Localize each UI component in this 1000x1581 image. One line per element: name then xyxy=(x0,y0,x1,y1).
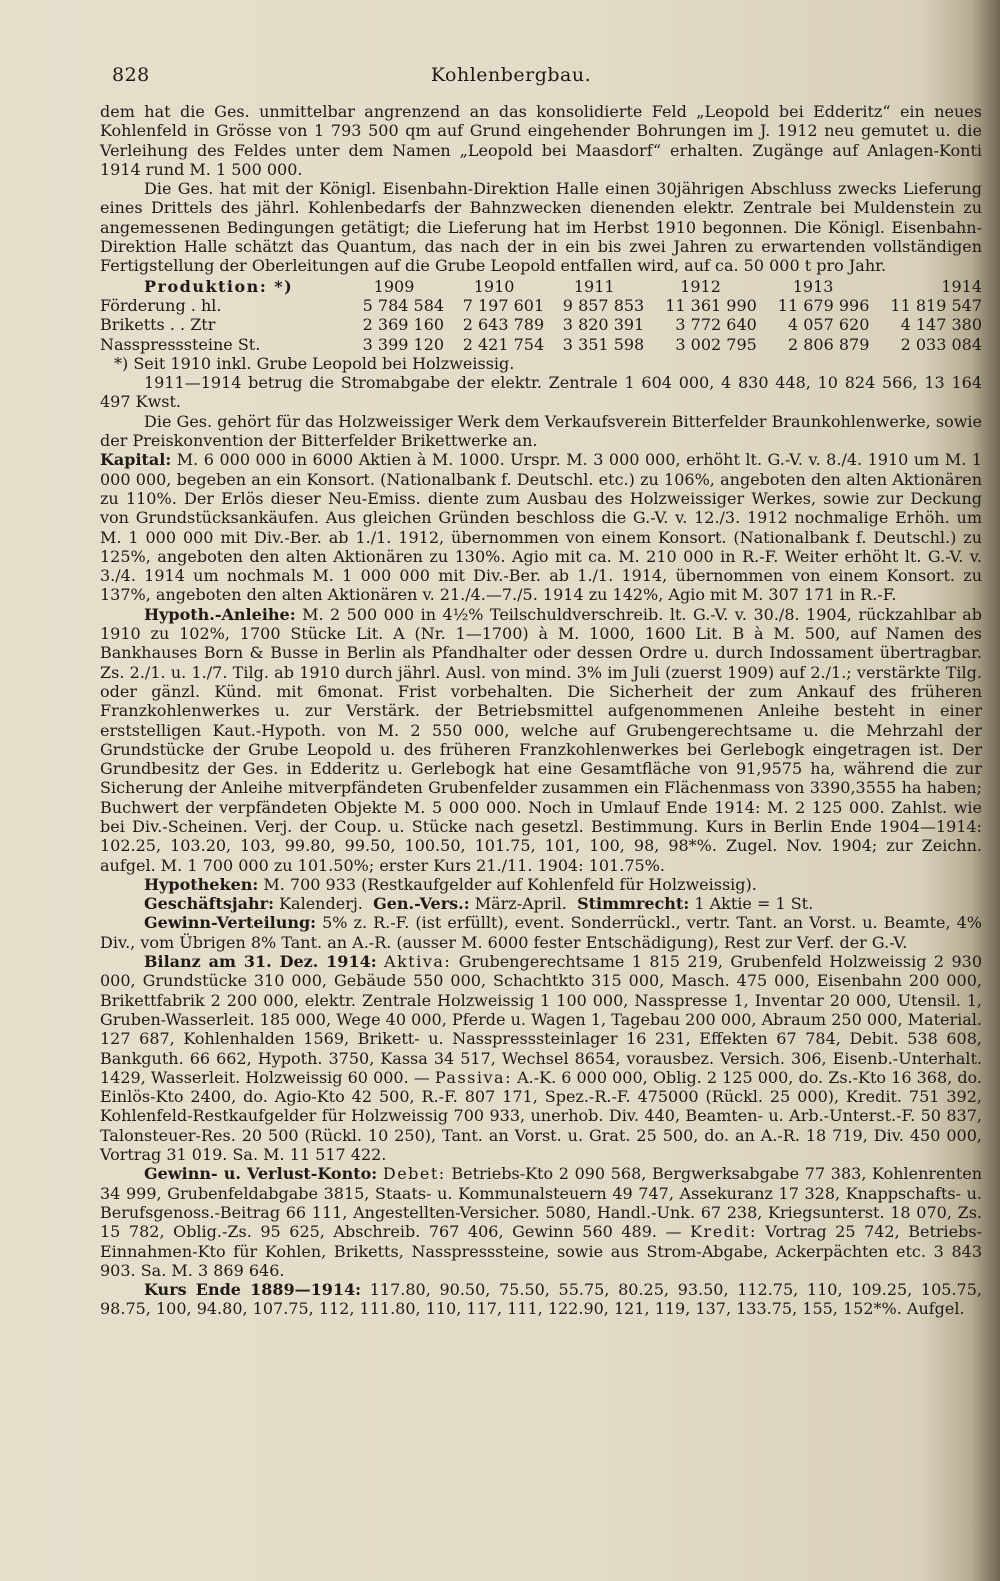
page-header xyxy=(100,62,982,102)
production-row-nasspresssteine xyxy=(100,335,982,354)
table-cell: 7 197 601 xyxy=(462,295,545,315)
gen-vers-text: März-April. xyxy=(474,894,567,914)
row-label: Förderung . hl. xyxy=(100,295,222,315)
kurs-section xyxy=(100,1280,982,1319)
hypotheken-label: Hypotheken: xyxy=(144,874,259,894)
table-cell: 3 820 391 xyxy=(562,315,645,335)
debet-text: Betriebs-Kto 2 090 568, Bergwerksabgabe 77 383, Kohlenrenten 34 999, Grubenfeldabgabe 3815, Staats- u. Kommunalsteuern 49 747, Assekuranz 17 328, Knappschafts- u. Berufsgenoss.-Beitrag 66 111, Angestellten-Versicher. 5080, Handl.-Unk. 67 238, Kriegsunterst. 18 070, Zs. 15 782, Oblig.-Zs. 95 625, Abschreib. 767 406, Gewinn 560 489. — xyxy=(100,1164,983,1242)
year-1912: 1912 xyxy=(680,276,721,296)
production-footnote: *) Seit 1910 inkl. Grube Leopold bei Holzweissig. xyxy=(114,353,515,373)
bilanz-label: Bilanz am 31. Dez. 1914: xyxy=(144,952,377,972)
table-cell: 3 002 795 xyxy=(675,334,757,354)
geschaeftsjahr-label: Geschäftsjahr: xyxy=(144,894,274,914)
gewinn-verteilung-text: 5% z. R.-F. (ist erfüllt), event. Sonderrückl., vertr. Tant. an Vorst. u. Beamte, 4% Div., vom Übrigen 8% Tant. an A.-R. (ausser M. 6000 fester Entschädigung), Rest zur Verf. der G.-V. xyxy=(100,913,982,952)
gen-vers-label: Gen.-Vers.: xyxy=(373,894,470,914)
page-number: 828 xyxy=(112,64,150,86)
passiva-label: Passiva: xyxy=(434,1067,512,1087)
production-table xyxy=(100,277,982,354)
table-cell: 11 361 990 xyxy=(665,295,757,315)
table-cell: 11 819 547 xyxy=(890,295,982,315)
table-cell: 2 806 879 xyxy=(787,334,870,354)
aktiva-text: Grubengerechtsame 1 815 219, Grubenfeld Holzweissig 2 930 000, Grundstücke 310 000, Gebäude 550 000, Schachtkto 315 000, Masch. 475 000, Eisenbahn 200 000, Brikettfabrik 2 200 000, elektr. Zentrale Holzweissig 1 100 000, Nasspresse 1, Inventar 20 000, Utensil. 1, Gruben-Wasserleit. 185 000, Wege 40 000, Pferde u. Wagen 1, Tagebau 200 000, Abraum 250 000, Material. 127 687, Kohlenhalden 1569, Brikett- u. Nasspresssteinlager 16 231, Effekten 67 784, Debit. 538 608, Bankguth. 66 662, Hypoth. 3750, Kassa 34 517, Wechsel 8654, vorausbez. Versich. 306, Eisenb.-Unterhalt. 1429, Wasserleit. Holzweissig 60 000. — xyxy=(100,952,983,1087)
table-cell: 3 772 640 xyxy=(675,315,757,335)
debet-label: Debet: xyxy=(382,1164,446,1184)
table-cell: 3 399 120 xyxy=(362,334,445,354)
table-cell: 9 857 853 xyxy=(562,295,645,315)
production-header-row xyxy=(100,277,982,296)
table-cell: 4 147 380 xyxy=(900,315,982,335)
table-cell: 4 057 620 xyxy=(787,315,870,335)
table-cell: 2 421 754 xyxy=(462,334,545,354)
intro-paragraph-2: Die Ges. hat mit der Königl. Eisenbahn-Direktion Halle einen 30jährigen Abschluss zwecks Lieferung eines Drittels des jährl. Kohlenbedarfs der Bahnzwecken dienenden elektr. Zentrale bei Muldenstein zu angemessenen Bedingungen getätigt; die Lieferung hat im Herbst 1910 begonnen. Die Königl. Eisenbahn-Direktion Halle schätzt das Quantum, das nach der in ein bis zwei Jahren zu erwartenden vollständigen Fertigstellung der Oberleitungen auf die Grube Leopold entfallen wird, auf ca. 50 000 t pro Jahr. xyxy=(100,179,982,276)
stimmrecht-label: Stimmrecht: xyxy=(577,894,690,914)
kredit-label: Kredit: xyxy=(690,1222,757,1242)
geschaeftsjahr-text: Kalenderj. xyxy=(279,894,363,914)
aktiva-label: Aktiva: xyxy=(384,952,452,972)
table-cell: 2 369 160 xyxy=(362,315,445,335)
running-title: Kohlenbergbau. xyxy=(430,64,592,86)
stimmrecht-text: 1 Aktie = 1 St. xyxy=(694,894,814,914)
passiva-text: A.-K. 6 000 000, Oblig. 2 125 000, do. Zs.-Kto 16 368, do. Einlös-Kto 2400, do. Agio-Kto 42 500, R.-F. 807 171, Spez.-R.-F. 475000 (Rückl. 25 000), Kredit. 751 392, Kohlenfeld-Restkaufgelder für Holzweissig 700 933, unerhob. Div. 440, Beamten- u. Arb.-Unterst.-F. 50 837, Talonsteuer-Res. 20 500 (Rückl. 10 250), Tant. an Vorst. u. Grat. 25 500, do. an A.-R. 18 719, Div. 450 000, Vortrag 31 019. Sa. M. 11 517 422. xyxy=(100,1067,982,1165)
kapital-label: Kapital: xyxy=(100,450,172,470)
membership-paragraph: Die Ges. gehört für das Holzweissiger Werk dem Verkaufsverein Bitterfelder Braunkohlenwerke, sowie der Preiskonvention der Bitterfelder Brikettwerke an. xyxy=(100,411,982,451)
table-cell: 3 351 598 xyxy=(562,334,645,354)
anleihe-label: Hypoth.-Anleihe: xyxy=(144,604,296,624)
anleihe-section xyxy=(100,605,982,875)
row-label: Nasspresssteine St. xyxy=(100,334,261,354)
electricity-paragraph: 1911—1914 betrug die Stromabgabe der elektr. Zentrale 1 604 000, 4 830 448, 10 824 566, 13 164 497 Kwst. xyxy=(100,373,982,412)
kredit-text: Vortrag 25 742, Betriebs-Einnahmen-Kto für Kohlen, Briketts, Nasspresssteine, sowie aus Strom-Abgabe, Ackerpächten etc. 3 843 903. Sa. M. 3 869 646. xyxy=(100,1222,982,1280)
hypotheken-text: M. 700 933 (Restkaufgelder auf Kohlenfeld für Holzweissig). xyxy=(263,874,757,894)
table-cell: 5 784 584 xyxy=(362,295,445,315)
table-cell: 2 033 084 xyxy=(900,334,982,354)
table-cell: 11 679 996 xyxy=(777,295,870,315)
production-row-foerderung xyxy=(100,296,982,315)
kapital-text: M. 6 000 000 in 6000 Aktien à M. 1000. Urspr. M. 3 000 000, erhöht lt. G.-V. v. 8./4. 1910 um M. 1 000 000, begeben an ein Konsort. (Nationalbank f. Deutschl. etc.) zu 106%, angeboten den alten Aktionären zu 110%. Der Erlös dieser Neu-Emiss. diente zum Ausbau des Holzweissiger Werkes, sowie zur Deckung von Grundstücksankäufen. Aus gleichen Gründen beschloss die G.-V. v. 12./3. 1912 nochmalige Erhöh. um M. 1 000 000 mit Div.-Ber. ab 1./1. 1912, übernommen von einem Konsort. (Nationalbank f. Deutschl.) zu 125%, angeboten den alten Aktionären zu 130%. Agio mit ca. M. 210 000 in R.-F. Weiter erhöht lt. G.-V. v. 3./4. 1914 um nochmals M. 1 000 000 mit Div.-Ber. ab 1./1. 1914, übernommen von einem Konsort. zu 137%, angeboten den alten Aktionären v. 21./4.—7./5. 1914 zu 142%, Agio mit M. 307 171 in R.-F. xyxy=(100,450,982,605)
kapital-section xyxy=(100,450,982,604)
hypotheken-section xyxy=(100,875,982,894)
year-1909: 1909 xyxy=(373,276,415,296)
bilanz-section xyxy=(100,952,982,1164)
anleihe-text: M. 2 500 000 in 4½% Teilschuldverschreib. lt. G.-V. v. 30./8. 1904, rückzahlbar ab 1910 zu 102%, 1700 Stücke Lit. A (Nr. 1—1700) à M. 1000, 1600 Lit. B à M. 500, auf Namen des Bankhauses Born & Busse in Berlin als Pfandhalter oder dessen Ordre u. durch Indossament übertragbar. Zs. 2./1. u. 1./7. Tilg. ab 1910 durch jährl. Ausl. von mind. 3% im Juli (zuerst 1909) auf 2./1.; verstärkte Tilg. oder gänzl. Künd. mit 6monat. Frist vorbehalten. Die Sicherheit der zum Ankauf des früheren Franzkohlenwerkes u. zur Verstärk. der Betriebsmittel aufgenommenen Anleihe besteht in einer erststelligen Kaut.-Hypoth. von M. 2 550 000, welche auf Grubengerechtsame u. die Mehrzahl der Grundstücke der Grube Leopold u. des früheren Franzkohlenwerkes bei Gerlebogk eingetragen ist. Der Grundbesitz der Ges. in Edderitz u. Gerlebogk hat eine Gesamtfläche von 91,9575 ha, während die zur Sicherung der Anleihe mitverpfändeten Grubenfelder zusammen ein Flächenmass von 3390,3555 ha haben; Buchwert der verpfändeten Objekte M. 5 000 000. Noch in Umlauf Ende 1914: M. 2 125 000. Zahlst. wie bei Div.-Scheinen. Verj. der Coup. u. Stücke nach gesetzl. Bestimmung. Kurs in Berlin Ende 1904—1914: 102.25, 103.20, 103, 99.80, 99.50, 100.50, 101.75, 101, 100, 98, 98*%. Zugel. Nov. 1904; zur Zeichn. aufgel. M. 1 700 000 zu 101.50%; erster Kurs 21./11. 1904: 101.75%. xyxy=(100,604,982,875)
year-1914: 1914 xyxy=(941,276,982,296)
intro-paragraph-1: dem hat die Ges. unmittelbar angrenzend an das konsolidierte Feld „Leopold bei Edderitz“ ein neues Kohlenfeld in Grösse von 1 793 500 qm auf Grund eingehender Bohrungen im J. 1912 neu gemutet u. die Verleihung des Feldes unter dem Namen „Leopold bei Maasdorf“ erhalten. Zugänge auf Anlagen-Konti 1914 rund M. 1 500 000. xyxy=(100,102,982,179)
table-cell: 2 643 789 xyxy=(462,315,545,335)
page-body xyxy=(100,102,982,1319)
year-1911: 1911 xyxy=(573,276,615,296)
year-1910: 1910 xyxy=(473,276,515,296)
gewinn-verteilung-section xyxy=(100,913,982,952)
kurs-text: 117.80, 90.50, 75.50, 55.75, 80.25, 93.50, 112.75, 110, 109.25, 105.75, 98.75, 100, 94.80, 107.75, 112, 111.80, 110, 117, 111, 122.90, 121, 119, 137, 133.75, 155, 152*%. Aufgel. xyxy=(100,1280,982,1319)
geschaeftsjahr-section xyxy=(100,894,982,913)
guv-section xyxy=(100,1164,982,1280)
production-row-briketts xyxy=(100,315,982,334)
year-1913: 1913 xyxy=(792,276,834,296)
guv-label: Gewinn- u. Verlust-Konto: xyxy=(144,1164,378,1184)
gewinn-verteilung-label: Gewinn-Verteilung: xyxy=(144,913,317,933)
kurs-label: Kurs Ende 1889—1914: xyxy=(144,1280,362,1300)
row-label: Briketts . . Ztr xyxy=(100,315,216,335)
production-label: Produktion: *) xyxy=(144,276,294,296)
